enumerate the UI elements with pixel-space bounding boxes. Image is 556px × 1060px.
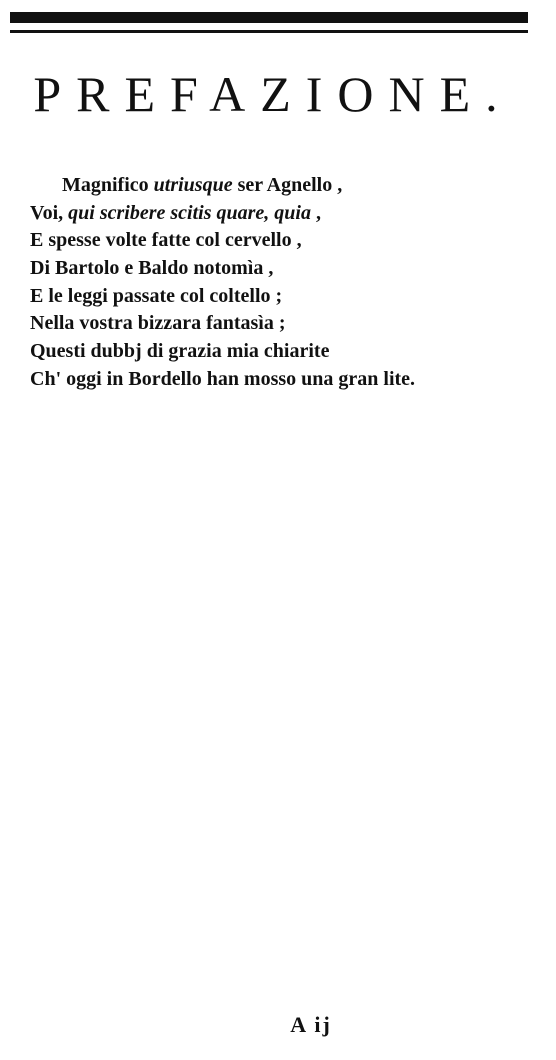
verse-text: ,	[310, 201, 321, 224]
verse-text: Nella vostra bizzara fantasìa ;	[30, 312, 286, 335]
verse-text: ser Agnello ,	[232, 174, 343, 196]
verse-text: Ch' oggi in Bordello han mosso una gran lite.	[30, 367, 416, 390]
verse-text: Magnifico	[62, 174, 154, 196]
verse-line	[30, 310, 530, 338]
page-title: PREFAZIONE.	[33, 66, 513, 122]
verse-text: Voi,	[30, 201, 69, 224]
verse-text: E le leggi passate col coltello ;	[30, 284, 283, 307]
verse-line	[30, 338, 530, 366]
verse-line	[30, 200, 530, 228]
top-rule-thin	[10, 30, 528, 33]
verse-line	[30, 366, 530, 394]
verse-text: Di Bartolo e Baldo notomìa ,	[30, 257, 274, 280]
verse-text: E spesse volte fatte col cervello ,	[30, 229, 302, 252]
verse-line	[30, 227, 530, 255]
top-rule-thick	[10, 12, 528, 23]
verse-text: Questi dubbj di grazia mia chiarite	[30, 340, 330, 363]
verse-line	[30, 172, 530, 200]
verse-italic-text: utriusque	[153, 174, 233, 196]
page-signature: A ij	[290, 1012, 332, 1037]
verse-italic-text: qui scribere scitis quare, quia	[68, 201, 311, 224]
verse-line	[30, 255, 530, 283]
verse-block	[30, 172, 530, 394]
verse-line	[30, 283, 530, 311]
